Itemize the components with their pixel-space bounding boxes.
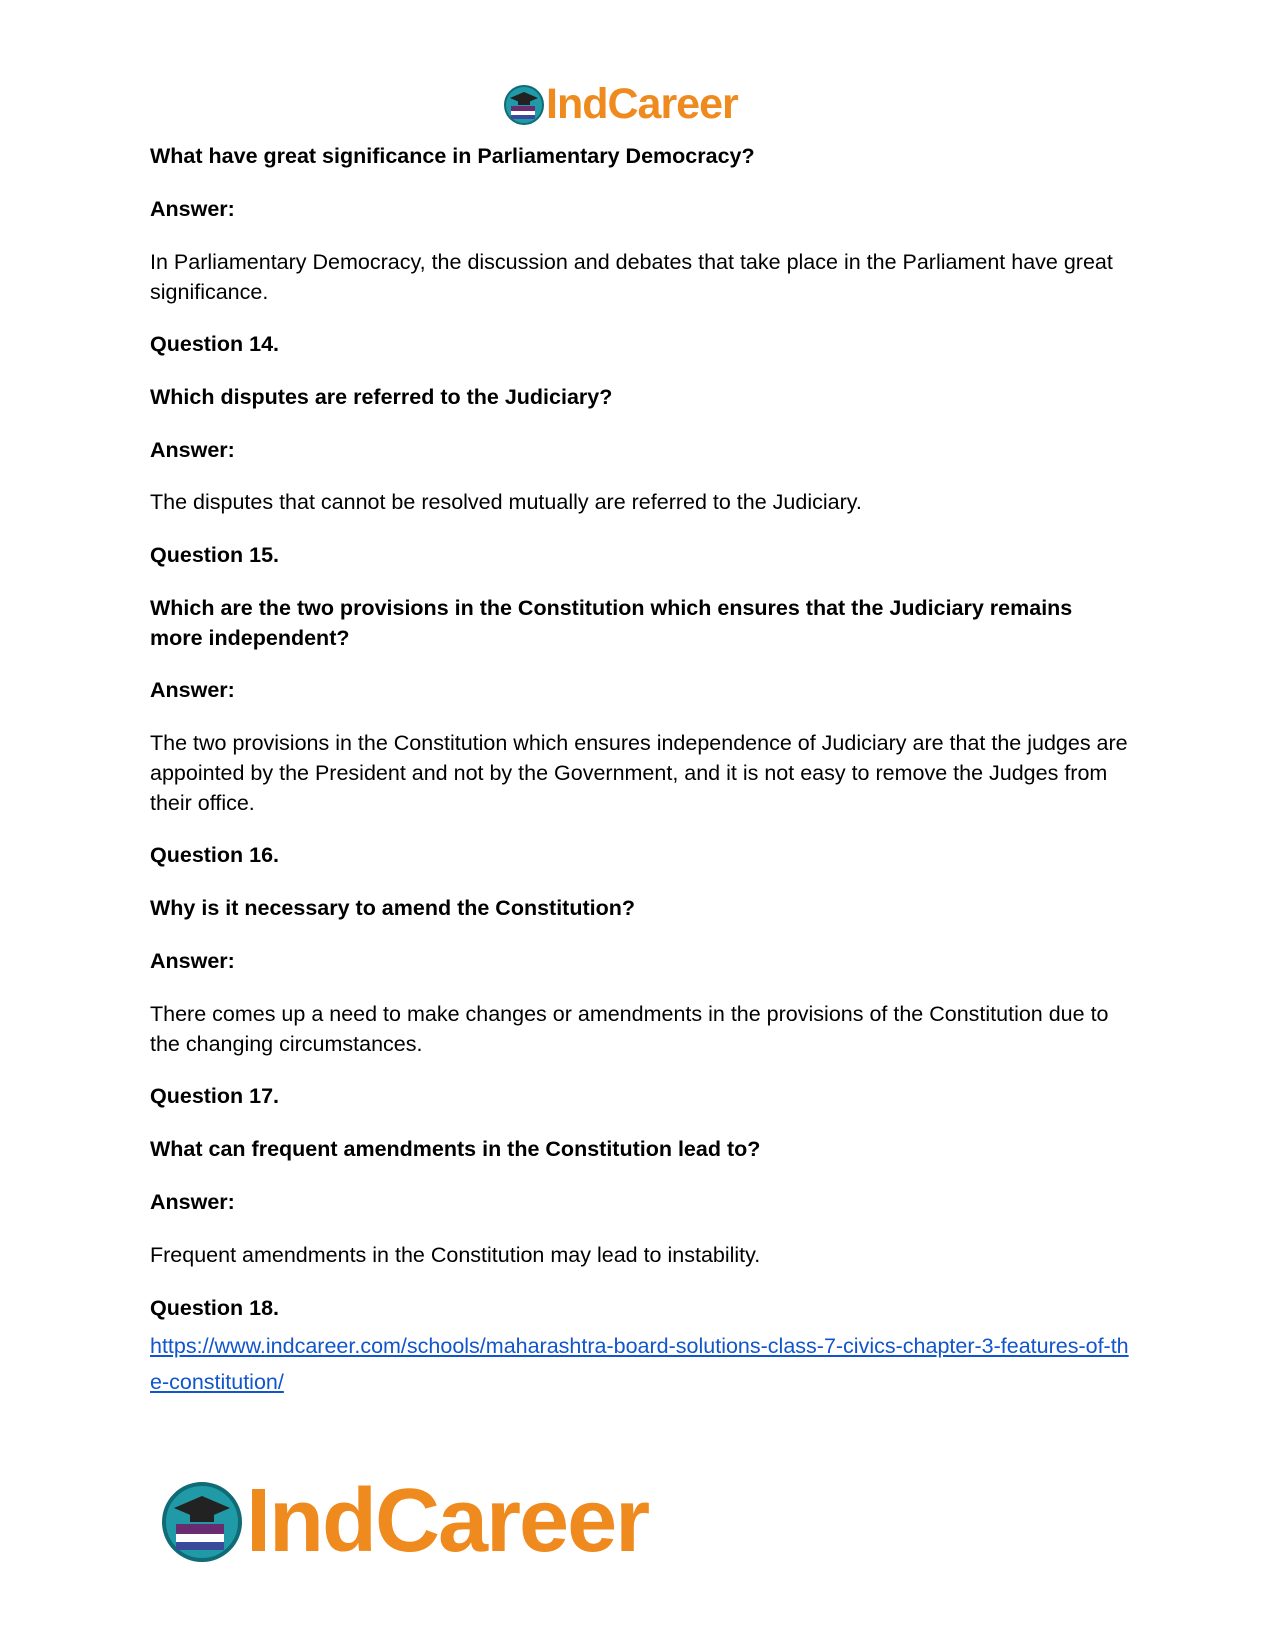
- logo-wordmark: IndCareer: [546, 80, 738, 128]
- header-logo: [503, 80, 738, 129]
- question-16-label: Question 16.: [150, 843, 280, 867]
- question-14-label: Question 14.: [150, 332, 280, 356]
- answer-15-text: The two provisions in the Constitution which ensures independence of Judiciary are that the judges are appointed by the President and not by the Government, and it is not easy to remove the Judges from their office.: [150, 731, 1128, 815]
- question-14-text: Which disputes are referred to the Judiciary?: [150, 385, 613, 409]
- logo-wordmark: IndCareer: [246, 1471, 649, 1571]
- question-13-text: What have great significance in Parliamentary Democracy?: [150, 144, 755, 168]
- graduation-book-icon: [160, 1480, 244, 1564]
- source-url-link[interactable]: https://www.indcareer.com/schools/maharashtra-board-solutions-class-7-civics-chapter-3-features-of-the-constitution/: [150, 1334, 1129, 1394]
- graduation-book-icon: [503, 84, 545, 126]
- question-17-label: Question 17.: [150, 1084, 280, 1108]
- question-15-text: Which are the two provisions in the Constitution which ensures that the Judiciary remains more independent?: [150, 596, 1073, 650]
- answer-17-label: Answer:: [150, 1190, 235, 1214]
- question-16-text: Why is it necessary to amend the Constitution?: [150, 896, 636, 920]
- answer-13-text: In Parliamentary Democracy, the discussion and debates that take place in the Parliament have great significance.: [150, 250, 1113, 304]
- answer-16-text: There comes up a need to make changes or amendments in the provisions of the Constitution due to the changing circumstances.: [150, 1002, 1109, 1056]
- question-18-label: Question 18.: [150, 1296, 280, 1320]
- answer-13-label: Answer:: [150, 197, 235, 221]
- answer-16-label: Answer:: [150, 949, 235, 973]
- answer-15-label: Answer:: [150, 678, 235, 702]
- question-15-label: Question 15.: [150, 543, 280, 567]
- footer-logo: [160, 1470, 648, 1573]
- question-17-text: What can frequent amendments in the Constitution lead to?: [150, 1137, 761, 1161]
- answer-17-text: Frequent amendments in the Constitution may lead to instability.: [150, 1243, 761, 1267]
- answer-14-text: The disputes that cannot be resolved mutually are referred to the Judiciary.: [150, 490, 862, 514]
- answer-14-label: Answer:: [150, 438, 235, 462]
